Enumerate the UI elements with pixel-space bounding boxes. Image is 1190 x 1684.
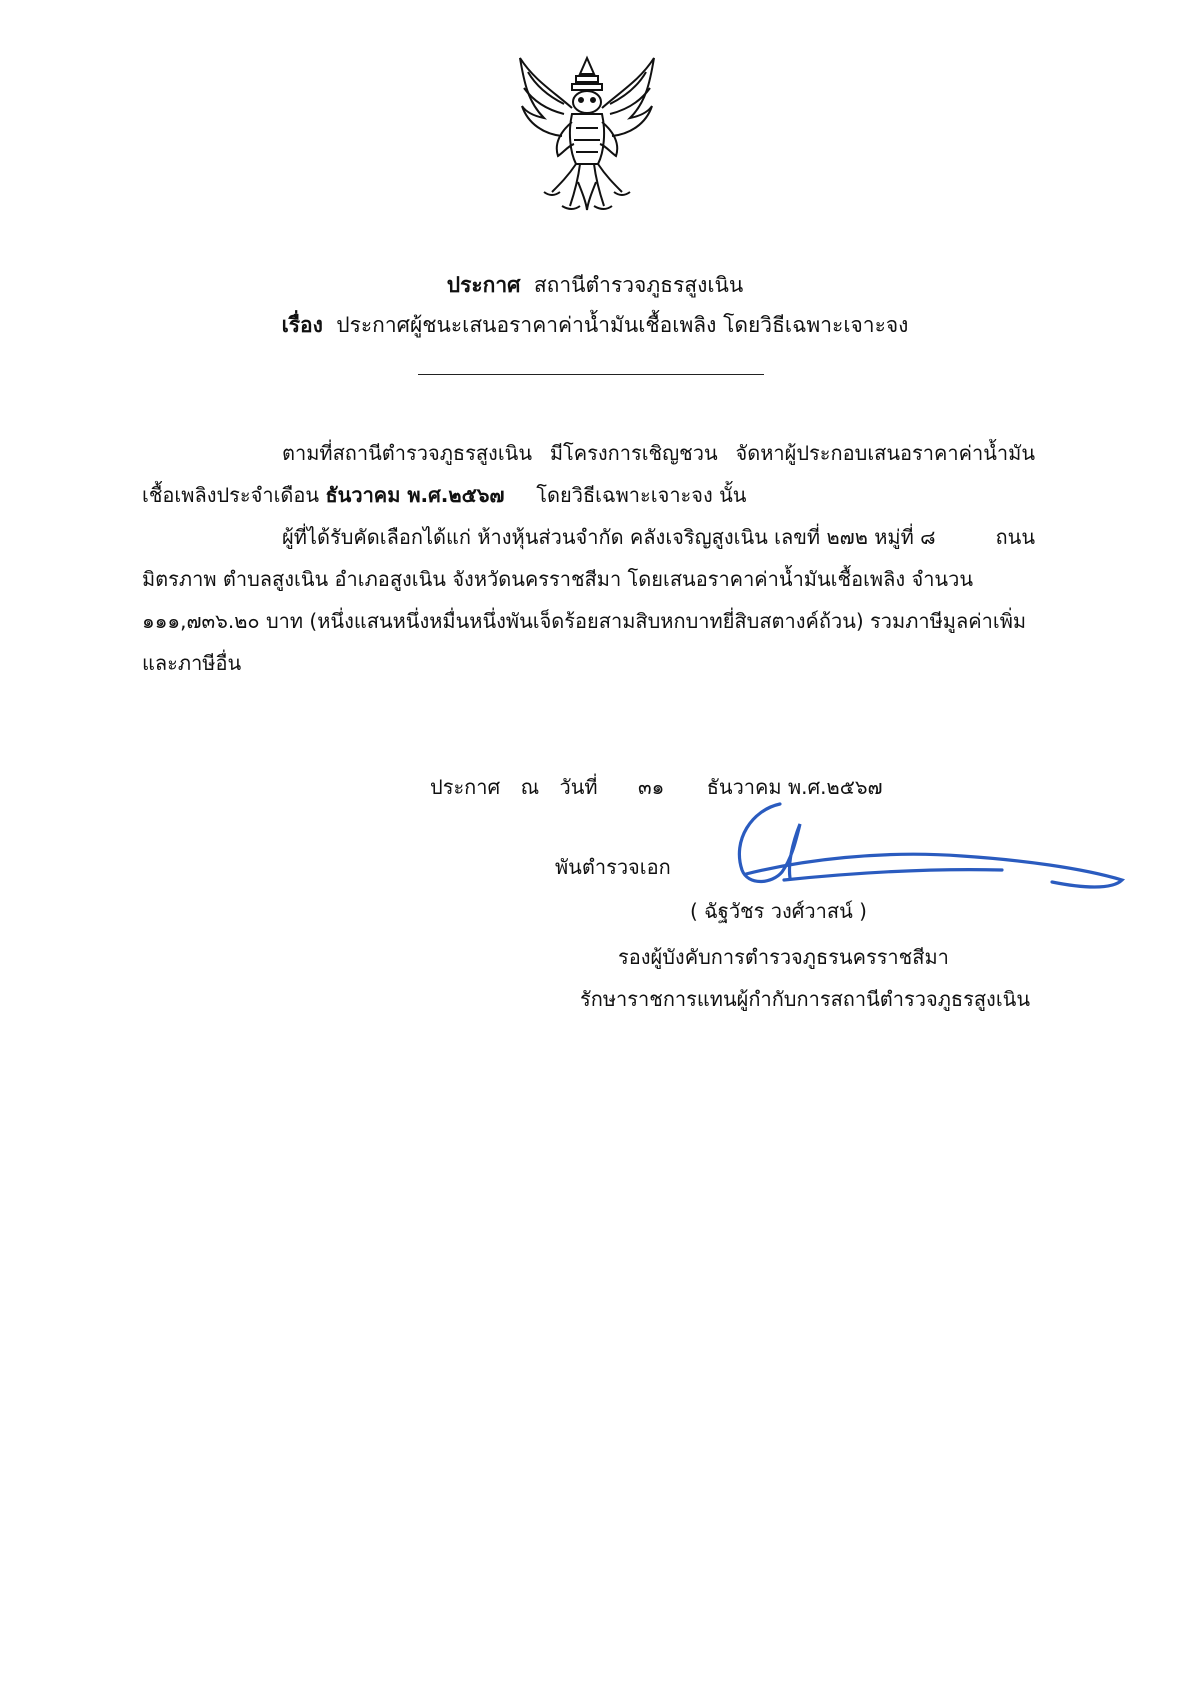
text-segment: ตามที่สถานีตำรวจภูธรสูงเนิน (282, 441, 532, 465)
announce-label: ประกาศ (430, 775, 501, 799)
signer-position-2: รักษาราชการแทนผู้กำกับการสถานีตำรวจภูธรสูงเนิน (580, 987, 1030, 1011)
announcement-date (430, 772, 897, 802)
paragraph-1-line-1 (142, 432, 1035, 474)
month-year: ธันวาคม พ.ศ.๒๕๖๗ (706, 775, 883, 799)
heading-label: ประกาศ (446, 273, 521, 297)
paragraph-2-line-2: มิตรภาพ ตำบลสูงเนิน อำเภอสูงเนิน จังหวัดนครราชสีมา โดยเสนอราคาค่าน้ำมันเชื้อเพลิง จำนวน (142, 567, 974, 591)
signer-position-1: รองผู้บังคับการตำรวจภูธรนครราชสีมา (618, 945, 949, 969)
signer-name: ( ฉัฐวัชร วงศ์วาสน์ ) (690, 899, 867, 923)
paragraph-2-line-1 (142, 516, 1035, 558)
paragraph-2-line-4: และภาษีอื่น (142, 651, 242, 675)
paragraph-2-line-3: ๑๑๑,๗๓๖.๒๐ บาท (หนึ่งแสนหนึ่งหมื่นหนึ่งพันเจ็ดร้อยสามสิบหกบาทยี่สิบสตางค์ถ้วน) รวมภาษีมูลค่าเพิ่ม (142, 609, 1027, 633)
divider (418, 374, 764, 375)
announcement-heading (0, 270, 1190, 300)
text-segment: เชื้อเพลิงประจำเดือน (142, 483, 320, 507)
signer-rank: พันตำรวจเอก (555, 855, 671, 879)
day-label: วันที่ (559, 775, 598, 799)
handwritten-signature (722, 800, 1132, 910)
text-segment: โดยวิธีเฉพาะเจาะจง นั้น (536, 483, 747, 507)
paragraph-1-line-2 (142, 474, 1035, 516)
day-value: ๓๑ (637, 775, 665, 799)
period-bold: ธันวาคม พ.ศ.๒๕๖๗ (325, 483, 505, 507)
subject-heading (0, 310, 1190, 340)
text-segment: จัดหาผู้ประกอบเสนอราคาค่าน้ำมัน (735, 441, 1035, 465)
issuer-name: สถานีตำรวจภูธรสูงเนิน (533, 273, 744, 297)
text-segment: ผู้ที่ได้รับคัดเลือกได้แก่ ห้างหุ้นส่วนจำกัด คลังเจริญสูงเนิน เลขที่ ๒๗๒ หมู่ที่ ๘ (282, 525, 936, 549)
text-segment: มีโครงการเชิญชวน (549, 441, 718, 465)
garuda-emblem (514, 52, 660, 212)
subject-text: ประกาศผู้ชนะเสนอราคาค่าน้ำมันเชื้อเพลิง โดยวิธีเฉพาะเจาะจง (336, 313, 909, 337)
subject-label: เรื่อง (281, 313, 323, 337)
text-segment: ถนน (995, 525, 1035, 549)
at-label: ณ (520, 775, 540, 799)
